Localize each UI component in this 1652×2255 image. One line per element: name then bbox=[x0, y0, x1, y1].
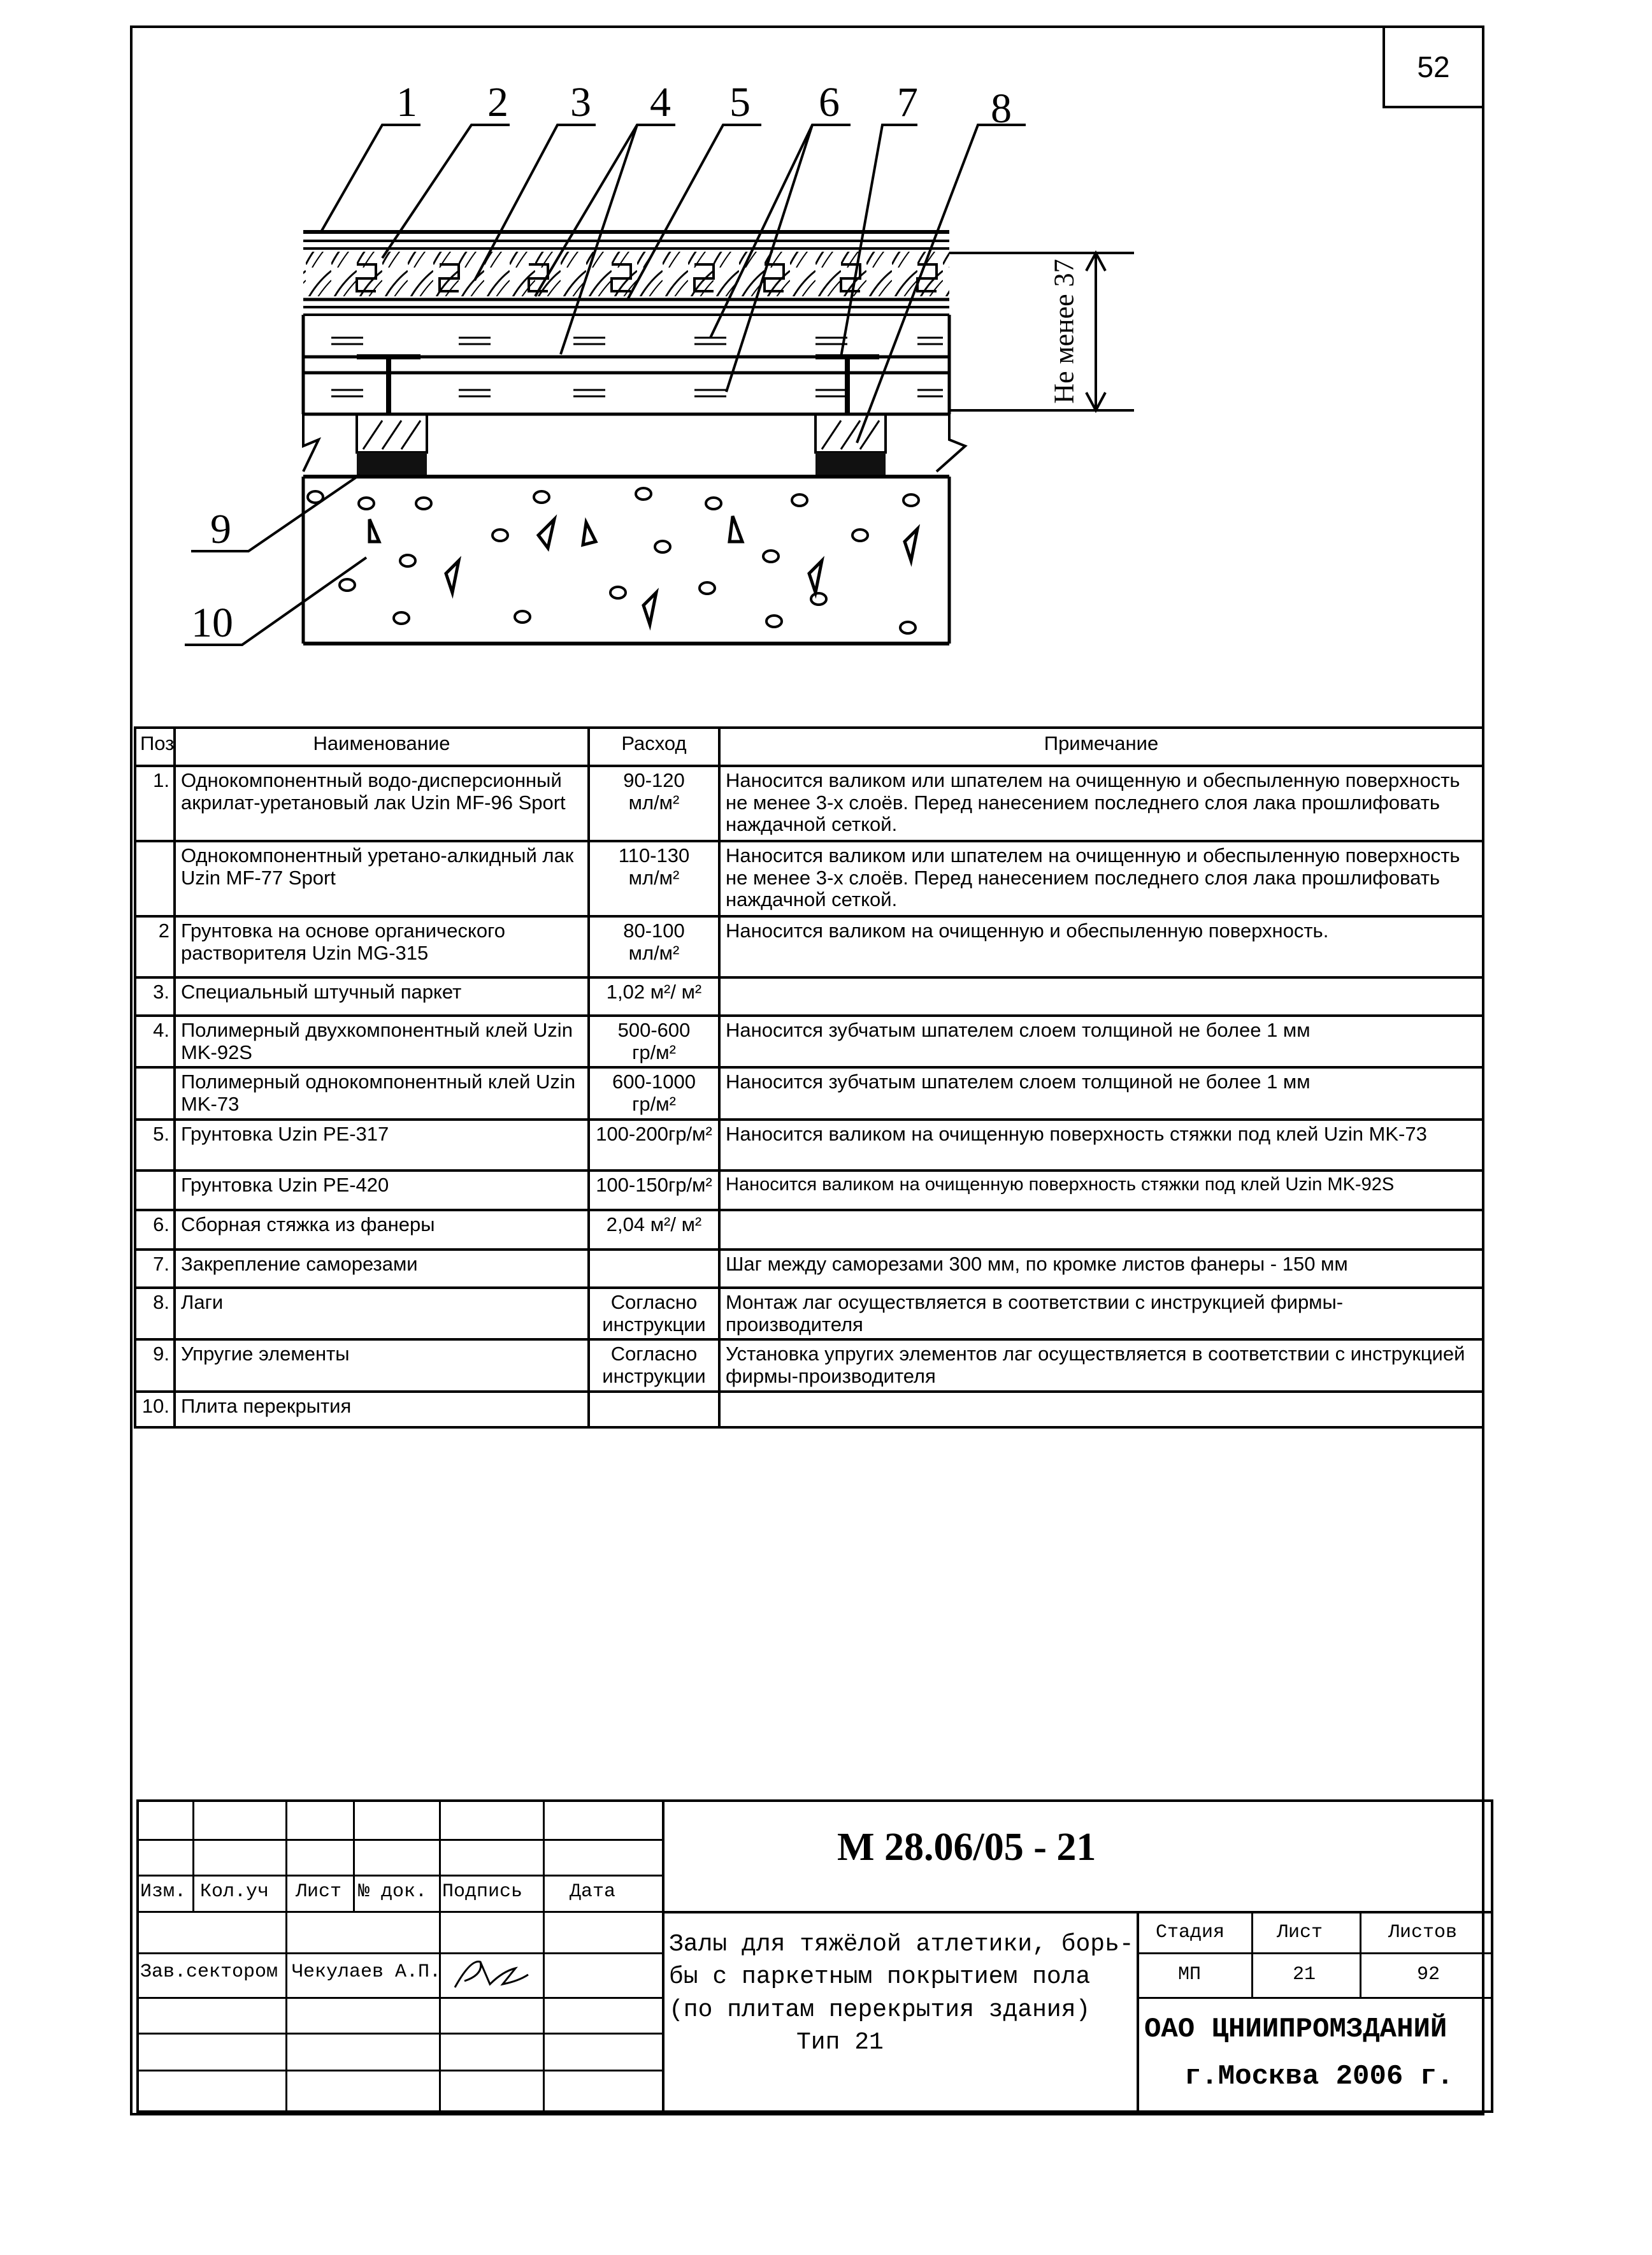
col-kol-uch: Кол.уч bbox=[200, 1881, 269, 1903]
organization-city-year: г.Москва 2006 г. bbox=[1184, 2061, 1454, 2093]
rate-value: 100-200гр/м² bbox=[596, 1122, 712, 1145]
row-pos: 10. bbox=[135, 1392, 175, 1427]
leader-lines bbox=[185, 125, 1026, 645]
row-rate bbox=[589, 1392, 719, 1427]
break-line-right bbox=[937, 414, 965, 472]
row-pos: 9. bbox=[135, 1339, 175, 1391]
row-note: Наносится валиком или шпателем на очищенную и обеспыленную поверхность не менее 3-х слоёв. Перед нанесением последнего слоя лака прошлифовать наждачной сеткой. bbox=[719, 841, 1483, 916]
row-pos: 2 bbox=[135, 916, 175, 977]
title-line-3: (по плитам перекрытия здания) bbox=[669, 1996, 1091, 2024]
row-name: Однокомпонентный водо-дисперсионный акрилат-уретановый лак Uzin MF-96 Sport bbox=[175, 766, 589, 841]
row-pos: 4. bbox=[135, 1016, 175, 1067]
sheet-value: 21 bbox=[1293, 1964, 1316, 1985]
row-note bbox=[719, 977, 1483, 1016]
title-block bbox=[136, 1799, 1493, 2113]
header-rate: Расход bbox=[589, 728, 719, 766]
row-name: Однокомпонентный уретано-алкидный лак Uzin MF-77 Sport bbox=[175, 841, 589, 916]
col-signature: Подпись bbox=[442, 1881, 523, 1903]
row-pos: 7. bbox=[135, 1250, 175, 1288]
row-note: Наносится валиком или шпателем на очищенную и обеспыленную поверхность не менее 3-х слоёв. Перед нанесением последнего слоя лака прошлифовать наждачной сеткой. bbox=[719, 766, 1483, 841]
row-note bbox=[719, 1210, 1483, 1250]
joist-right bbox=[815, 414, 886, 478]
col-date: Дата bbox=[570, 1881, 616, 1903]
row-pos: 1. bbox=[135, 766, 175, 841]
position-label-7: 7 bbox=[897, 79, 918, 126]
position-label-9: 9 bbox=[210, 506, 231, 552]
row-pos bbox=[135, 1067, 175, 1119]
row-rate bbox=[589, 1288, 719, 1339]
document-code: М 28.06/05 - 21 bbox=[837, 1826, 1096, 1869]
row-pos bbox=[135, 1171, 175, 1210]
row-name: Плита перекрытия bbox=[175, 1392, 589, 1427]
row-name: Полимерный однокомпонентный клей Uzin MK-73 bbox=[175, 1067, 589, 1119]
rate-unit: мл/м² bbox=[628, 866, 680, 889]
row-rate bbox=[589, 1250, 719, 1288]
row-rate bbox=[589, 1120, 719, 1171]
table-row bbox=[135, 1210, 1483, 1250]
person-name: Чекулаев А.П. bbox=[292, 1961, 442, 1983]
title-line-1: Залы для тяжёлой атлетики, борь- bbox=[669, 1931, 1134, 1958]
rate-value: 500-600 bbox=[617, 1019, 691, 1041]
row-rate bbox=[589, 916, 719, 977]
header-pos: Поз bbox=[135, 728, 175, 766]
table-row bbox=[135, 1339, 1483, 1391]
table-row bbox=[135, 1016, 1483, 1067]
plywood-screed bbox=[303, 315, 949, 414]
rate-unit: мл/м² bbox=[628, 791, 680, 814]
sheets-label: Листов bbox=[1388, 1922, 1458, 1943]
rate-value: 90-120 bbox=[623, 769, 685, 791]
position-label-5: 5 bbox=[729, 79, 751, 126]
table-row bbox=[135, 1171, 1483, 1210]
row-note: Шаг между саморезами 300 мм, по кромке листов фанеры - 150 мм bbox=[719, 1250, 1483, 1288]
row-rate bbox=[589, 1339, 719, 1391]
row-pos: 3. bbox=[135, 977, 175, 1016]
screw-right bbox=[815, 357, 879, 414]
rate-value: 110-130 bbox=[618, 844, 690, 867]
row-rate bbox=[589, 1210, 719, 1250]
row-note: Монтаж лаг осуществляется в соответствии с инструкцией фирмы-производителя bbox=[719, 1288, 1483, 1339]
stage-label: Стадия bbox=[1156, 1922, 1225, 1943]
position-label-2: 2 bbox=[487, 79, 508, 126]
row-name: Закрепление саморезами bbox=[175, 1250, 589, 1288]
table-row bbox=[135, 1120, 1483, 1171]
row-note: Наносится валиком на очищенную поверхность стяжки под клей Uzin MK-73 bbox=[719, 1120, 1483, 1171]
sheet-number: 52 bbox=[1417, 50, 1450, 83]
thickness-label: Не менее 37 bbox=[1048, 259, 1080, 404]
header-note: Примечание bbox=[719, 728, 1483, 766]
title-line-2: бы с паркетным покрытием пола bbox=[669, 1963, 1091, 1991]
rate-unit: гр/м² bbox=[632, 1041, 676, 1063]
row-pos: 5. bbox=[135, 1120, 175, 1171]
row-note: Установка упругих элементов лаг осуществляется в соответствии с инструкцией фирмы-производителя bbox=[719, 1339, 1483, 1391]
sheet-label: Лист bbox=[1277, 1922, 1323, 1943]
col-izm: Изм. bbox=[140, 1881, 187, 1903]
role-label: Зав.сектором bbox=[140, 1961, 278, 1983]
break-line-left bbox=[303, 414, 319, 472]
position-label-8: 8 bbox=[991, 85, 1012, 132]
rate-unit: мл/м² bbox=[628, 941, 680, 964]
row-note bbox=[719, 1392, 1483, 1427]
rate-unit: инструкции bbox=[602, 1313, 706, 1336]
concrete-slab bbox=[303, 477, 949, 644]
row-note: Наносится зубчатым шпателем слоем толщиной не более 1 мм bbox=[719, 1067, 1483, 1119]
row-name: Грунтовка Uzin PE-317 bbox=[175, 1120, 589, 1171]
row-pos bbox=[135, 841, 175, 916]
col-doc-no: № док. bbox=[358, 1881, 427, 1903]
rate-value: Согласно bbox=[610, 1290, 698, 1313]
organization-name: ОАО ЦНИИПРОМЗДАНИЙ bbox=[1144, 2014, 1447, 2045]
screw-left bbox=[357, 357, 420, 414]
thickness-dimension bbox=[949, 253, 1134, 410]
rate-unit: гр/м² bbox=[632, 1093, 676, 1116]
table-row bbox=[135, 977, 1483, 1016]
table-row bbox=[135, 766, 1483, 841]
rate-unit: инструкции bbox=[602, 1365, 706, 1388]
row-rate bbox=[589, 766, 719, 841]
rate-value: 1,02 м²/ м² bbox=[606, 981, 702, 1003]
position-label-3: 3 bbox=[570, 79, 591, 126]
row-pos: 8. bbox=[135, 1288, 175, 1339]
row-rate bbox=[589, 1171, 719, 1210]
row-name: Полимерный двухкомпонентный клей Uzin MK-92S bbox=[175, 1016, 589, 1067]
table-row bbox=[135, 841, 1483, 916]
position-label-4: 4 bbox=[650, 79, 671, 126]
signature-mark bbox=[445, 1956, 538, 1994]
rate-value: 600-1000 bbox=[612, 1070, 696, 1093]
title-line-4: Тип 21 bbox=[796, 2028, 884, 2056]
rate-value: 100-150гр/м² bbox=[596, 1173, 712, 1196]
rate-value: 2,04 м²/ м² bbox=[606, 1213, 702, 1236]
row-name: Упругие элементы bbox=[175, 1339, 589, 1391]
col-list: Лист bbox=[296, 1881, 342, 1903]
position-label-6: 6 bbox=[819, 79, 840, 126]
position-label-10: 10 bbox=[191, 600, 233, 646]
rate-value: 80-100 bbox=[623, 919, 685, 942]
row-rate bbox=[589, 1067, 719, 1119]
stage-value: МП bbox=[1178, 1964, 1202, 1985]
glue-primer-lines bbox=[303, 299, 949, 315]
rate-value: Согласно bbox=[610, 1343, 698, 1365]
sheets-value: 92 bbox=[1417, 1964, 1440, 1985]
row-name: Лаги bbox=[175, 1288, 589, 1339]
table-row bbox=[135, 1067, 1483, 1119]
table-row bbox=[135, 1392, 1483, 1427]
finish-layers bbox=[303, 232, 949, 249]
table-header-row bbox=[135, 728, 1483, 766]
table-row bbox=[135, 1250, 1483, 1288]
row-rate bbox=[589, 977, 719, 1016]
row-name: Сборная стяжка из фанеры bbox=[175, 1210, 589, 1250]
row-name: Грунтовка на основе органического растворителя Uzin MG-315 bbox=[175, 916, 589, 977]
specification-table bbox=[134, 726, 1484, 1429]
row-rate bbox=[589, 841, 719, 916]
row-name: Грунтовка Uzin PE-420 bbox=[175, 1171, 589, 1210]
row-note: Наносится валиком на очищенную и обеспыленную поверхность. bbox=[719, 916, 1483, 977]
table-row bbox=[135, 916, 1483, 977]
row-note: Наносится валиком на очищенную поверхность стяжки под клей Uzin MK-92S bbox=[719, 1171, 1483, 1210]
row-pos: 6. bbox=[135, 1210, 175, 1250]
position-label-1: 1 bbox=[396, 79, 417, 126]
document-title bbox=[669, 1928, 1134, 2059]
row-rate bbox=[589, 1016, 719, 1067]
row-note: Наносится зубчатым шпателем слоем толщиной не более 1 мм bbox=[719, 1016, 1483, 1067]
row-name: Специальный штучный паркет bbox=[175, 977, 589, 1016]
joist-left bbox=[357, 414, 427, 478]
table-row bbox=[135, 1288, 1483, 1339]
header-name: Наименование bbox=[175, 728, 589, 766]
